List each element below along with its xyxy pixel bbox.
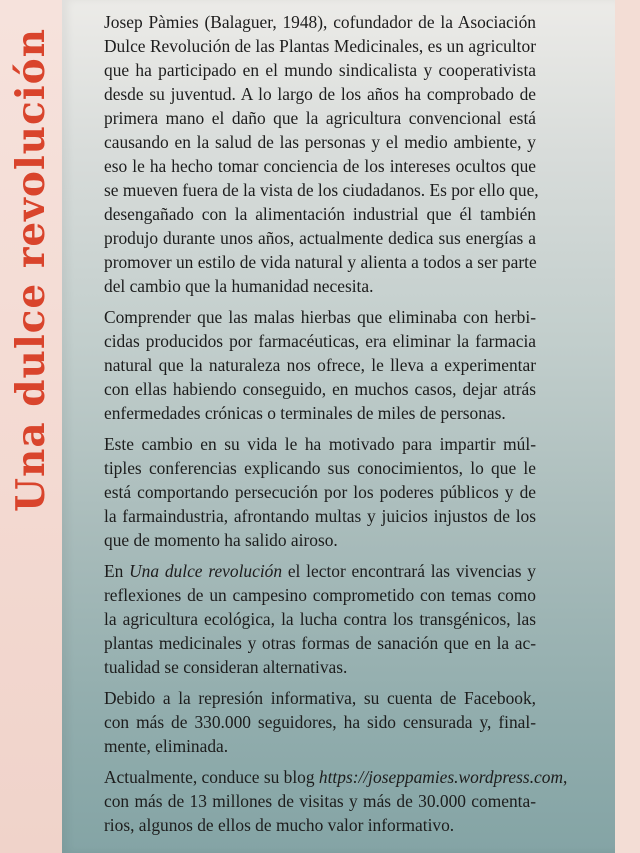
text-line: que de momento ha salido airoso. (104, 530, 338, 550)
text-line: reflexiones de un campesino comprometido con temas como (104, 585, 536, 605)
text-line: rios, algunos de ellos de mucho valor informativo. (104, 815, 455, 835)
text-line: eso le ha hecho tomar conciencia de los intereses ocultos que (104, 156, 536, 176)
text-line: que ha participado en el mundo sindicalista y cooperativista (104, 60, 536, 80)
text-line: Este cambio en su vida le ha motivado para impartir múl- (104, 434, 536, 454)
text-line: Debido a la represión informativa, su cuenta de Facebook, (104, 688, 536, 708)
text-line: promover un estilo de vida natural y alienta a todos a ser parte (104, 252, 537, 272)
text-line: enfermedades crónicas o terminales de miles de personas. (104, 403, 506, 423)
text-run: Actualmente, conduce su blog (104, 767, 319, 787)
text-line: plantas medicinales y otras formas de sanación que en la ac- (104, 633, 536, 653)
paragraph-facebook (104, 686, 536, 758)
text-line: natural que la naturaleza nos ofrece, le lleva a experimentar (104, 355, 536, 375)
text-line: cidas producidos por farmacéuticas, era eliminar la farmacia (104, 331, 536, 351)
text-run: , (563, 767, 568, 787)
paragraph-herbs (104, 305, 536, 425)
text-line: mente, eliminada. (104, 736, 229, 756)
book-spine (0, 0, 62, 853)
text-line: desde su juventud. A lo largo de los años ha comprobado de (104, 84, 536, 104)
paragraph-book (104, 559, 536, 679)
text-line: se mueven fuera de la vista de los ciudadanos. Es por ello que, (104, 180, 539, 200)
text-line: primera mano el daño que la agricultura convencional está (104, 108, 536, 128)
text-line: Dulce Revolución de las Plantas Medicinales, es un agricultor (104, 36, 536, 56)
text-run: En (104, 561, 130, 581)
text-line: Comprender que las malas hierbas que eliminaba con herbi- (104, 307, 536, 327)
text-line: con ellas habiendo conseguido, en muchos casos, dejar atrás (104, 379, 536, 399)
paragraph-conferences (104, 432, 536, 552)
text-line: tiples conferencias explicando sus conocimientos, lo que le (104, 458, 536, 478)
text-line: causando en la salud de las personas y el medio ambiente, y (104, 132, 536, 152)
text-line: Josep Pàmies (Balaguer, 1948), cofundador de la Asociación (104, 12, 536, 32)
text-line: con más de 330.000 seguidores, ha sido censurada y, final- (104, 712, 536, 732)
text-line: del cambio que la humanidad necesita. (104, 276, 374, 296)
text-line: la agricultura ecológica, la lucha contra los transgénicos, las (104, 609, 536, 629)
text-line: con más de 13 millones de visitas y más de 30.000 comenta- (104, 791, 536, 811)
paragraph-blog (104, 765, 568, 837)
text-line: tualidad se consideran alternativas. (104, 657, 348, 677)
book-title-italic: Una dulce revolución (129, 561, 283, 581)
text-line: está comportando persecución por los poderes públicos y de (104, 482, 536, 502)
text-line: la farmaindustria, afrontando multas y juicios injustos de los (104, 506, 536, 526)
text-line (104, 559, 536, 583)
right-margin (615, 0, 640, 853)
text-line: desengañado con la alimentación industrial que él también (104, 204, 536, 224)
blurb-text (104, 10, 568, 844)
text-run: el lector encontrará las vivencias y (282, 561, 536, 581)
text-line (104, 765, 568, 789)
paragraph-bio (104, 10, 539, 298)
blog-url: https://joseppamies.wordpress.com (318, 767, 564, 787)
spine-title: Una dulce revolución (8, 28, 54, 512)
text-line: produjo durante unos años, actualmente dedica sus energías a (104, 228, 536, 248)
